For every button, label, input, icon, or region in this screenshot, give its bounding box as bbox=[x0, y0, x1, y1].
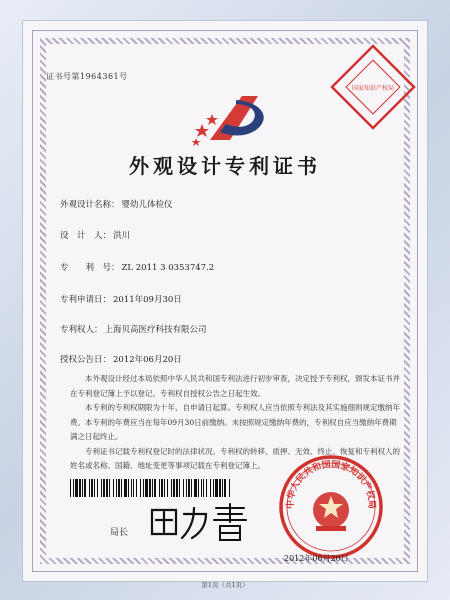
issue-date: 2012年06月20日 bbox=[284, 554, 349, 563]
barcode-bar bbox=[194, 479, 197, 497]
barcode-bar bbox=[149, 479, 151, 497]
barcode-bar bbox=[121, 479, 122, 497]
field-application-date bbox=[60, 293, 182, 305]
barcode-bar bbox=[140, 479, 141, 497]
barcode-bar bbox=[91, 479, 93, 497]
patent-office-emblem-icon bbox=[192, 90, 276, 152]
certificate-sheet bbox=[22, 20, 428, 589]
barcode-bar bbox=[201, 479, 202, 497]
barcode-bar bbox=[203, 479, 204, 497]
barcode-bar bbox=[186, 479, 187, 497]
barcode-bar bbox=[89, 479, 90, 497]
barcode-bar bbox=[97, 479, 98, 497]
official-seal bbox=[276, 452, 386, 562]
barcode-bar bbox=[159, 479, 160, 497]
barcode-bar bbox=[145, 479, 148, 497]
field-designer bbox=[60, 229, 130, 241]
paragraph: 本外观设计经过本局依照中华人民共和国专利法进行初步审查，决定授予专利权，颁发本证书并在专利登记簿上予以登记。专利权自授权公告之日起生效。 bbox=[70, 374, 400, 398]
barcode-bar bbox=[224, 479, 226, 497]
barcode-bar bbox=[113, 479, 114, 497]
director-label: 局长 bbox=[110, 528, 129, 538]
paragraph: 专利证书记载专利权登记时的法律状况。专利权的转移、质押、无效、终止、恢复和专利权人的姓名或名称、国籍、地址变更等事项记载在专利登记簿上。 bbox=[70, 446, 400, 470]
barcode-bar bbox=[101, 479, 102, 497]
field-value: 2011年09月30日 bbox=[113, 295, 182, 305]
barcode-bar bbox=[191, 479, 192, 497]
field-grant-date bbox=[60, 353, 182, 365]
barcode-bar bbox=[118, 479, 120, 497]
paragraph: 本专利的专利权期限为十年，自申请日起算。专利权人应当依照专利法及其实施细则规定缴纳年费。本专利的年费应当在每年09月30日前缴纳。未按照规定缴纳年费的，专利权自应当缴纳年费期满之日起终止。 bbox=[70, 403, 400, 441]
barcode-bar bbox=[198, 479, 199, 497]
field-value: 上海贝高医疗科技有限公司 bbox=[104, 325, 207, 335]
top-seal-text: 国家知识产权局 bbox=[351, 85, 395, 92]
director-signature bbox=[144, 498, 254, 544]
barcode-bar bbox=[75, 479, 78, 497]
barcode-bar bbox=[73, 479, 74, 497]
barcode-bar bbox=[70, 479, 71, 497]
barcode-bar bbox=[164, 479, 165, 497]
barcode-bar bbox=[222, 479, 223, 497]
barcode-bar bbox=[219, 479, 221, 497]
page-footer: 第1页（共1页） bbox=[201, 581, 249, 589]
barcode-bar bbox=[176, 479, 178, 497]
barcode-bar bbox=[103, 479, 105, 497]
barcode-bar bbox=[106, 479, 108, 497]
barcode-bar bbox=[167, 479, 168, 497]
barcode-bar bbox=[171, 479, 172, 497]
barcode-bar bbox=[183, 479, 184, 497]
barcode-bar bbox=[84, 479, 86, 497]
field-label: 设 计 人： bbox=[60, 231, 112, 241]
certificate-title: 外观设计专利证书 bbox=[129, 154, 321, 178]
barcode-bar bbox=[161, 479, 163, 497]
barcode-bar bbox=[116, 479, 117, 497]
top-seal bbox=[340, 54, 406, 120]
field-label: 专利权人： bbox=[60, 325, 103, 335]
barcode bbox=[70, 479, 232, 497]
barcode-bar bbox=[136, 479, 137, 497]
barcode-bar bbox=[206, 479, 207, 497]
field-label: 专利申请日： bbox=[60, 295, 112, 305]
barcode-bar bbox=[133, 479, 134, 497]
field-label: 专 利 号： bbox=[60, 263, 120, 273]
barcode-bar bbox=[213, 479, 214, 497]
field-patentee bbox=[60, 323, 207, 335]
field-value: ZL 2011 3 0353747.2 bbox=[121, 263, 215, 273]
barcode-bar bbox=[82, 479, 83, 497]
barcode-bar bbox=[210, 479, 211, 497]
field-design-name bbox=[60, 198, 173, 210]
barcode-bar bbox=[215, 479, 218, 497]
field-value: 洪川 bbox=[113, 231, 131, 241]
barcode-bar bbox=[94, 479, 95, 497]
barcode-bar bbox=[173, 479, 175, 497]
barcode-bar bbox=[179, 479, 180, 497]
field-label: 外观设计名称： bbox=[60, 200, 120, 210]
field-value: 婴幼儿体检仪 bbox=[121, 200, 173, 210]
field-label: 授权公告日： bbox=[60, 355, 112, 365]
barcode-bar bbox=[188, 479, 190, 497]
barcode-bar bbox=[154, 479, 156, 497]
field-value: 2012年06月20日 bbox=[113, 355, 182, 365]
barcode-bar bbox=[152, 479, 153, 497]
barcode-bar bbox=[143, 479, 144, 497]
barcode-bar bbox=[109, 479, 110, 497]
barcode-bar bbox=[79, 479, 81, 497]
barcode-bar bbox=[229, 479, 230, 497]
barcode-bar bbox=[128, 479, 129, 497]
certificate-number: 证书号第1964361号 bbox=[46, 72, 128, 81]
official-seal-text: 中华人民共和国国家知识产权局 bbox=[285, 460, 377, 510]
barcode-bar bbox=[124, 479, 127, 497]
field-patent-number bbox=[60, 261, 214, 273]
barcode-bar bbox=[131, 479, 132, 497]
